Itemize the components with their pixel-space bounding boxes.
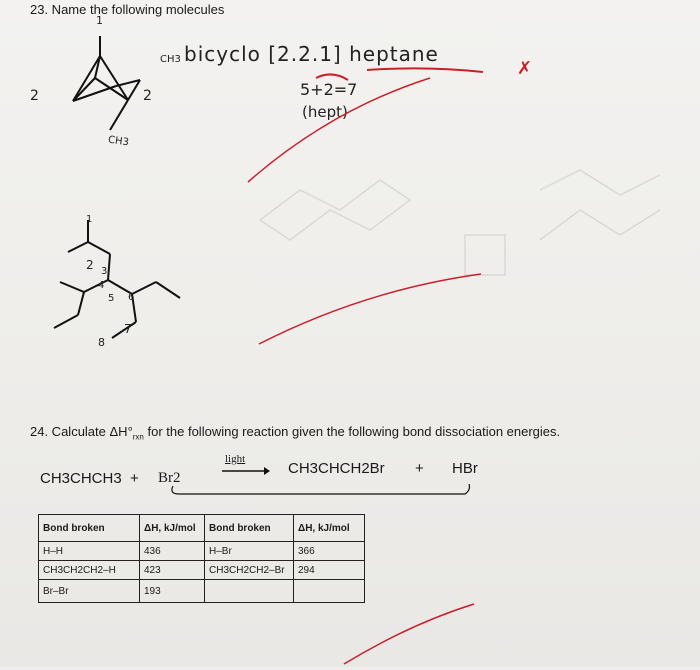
table-cell: Br–Br [39, 580, 140, 603]
question-23-title: 23. Name the following molecules [30, 2, 225, 17]
question-24-title-suffix: for the following reaction given the following bond dissociation energies. [143, 424, 561, 439]
reaction-arrow [220, 465, 272, 477]
plus-sign-2: + [415, 460, 424, 477]
header-bond-broken-2: Bond broken [205, 515, 294, 542]
underline-reaction [165, 484, 495, 504]
header-bond-broken-1: Bond broken [39, 515, 140, 542]
bicyclo-structure [40, 20, 240, 160]
table-cell: CH3CH2CH2–Br [205, 561, 294, 580]
arrow-label-light: light [225, 453, 246, 465]
bond-energy-table [38, 514, 365, 603]
score-mark: ✗ [517, 58, 533, 79]
plus-sign-1: + [130, 470, 139, 487]
table-cell: H–H [39, 542, 140, 561]
header-dh-2: ΔH, kJ/mol [294, 515, 365, 542]
reactant-bromine: Br2 [158, 470, 181, 486]
chain-number-1: 1 [86, 214, 93, 225]
table-row [39, 561, 365, 580]
table-header-row [39, 515, 365, 542]
chain-number-5: 5 [108, 293, 115, 304]
table-cell [205, 580, 294, 603]
table-cell: H–Br [205, 542, 294, 561]
annotation-hept: (hept) [302, 103, 348, 121]
chain-number-2: 2 [86, 258, 94, 272]
number-label-top: 1 [96, 14, 103, 27]
annotation-5-plus-2: 5+2=7 [300, 80, 358, 99]
table-cell: CH3CH2CH2–H [39, 561, 140, 580]
question-24-title [30, 424, 560, 442]
number-label-left: 2 [30, 88, 39, 104]
answer-prefix: CH3 [160, 54, 181, 65]
ch3-label: CH3 [107, 134, 130, 149]
table-cell: 193 [140, 580, 205, 603]
chain-number-3: 3 [101, 266, 108, 277]
table-row [39, 580, 365, 603]
chain-number-6: 6 [128, 292, 135, 303]
rxn-subscript: rxn [132, 432, 144, 442]
branched-alkane-structure [40, 210, 200, 360]
reactant-propane: CH3CHCH3 [40, 470, 122, 487]
question-24-title-prefix: 24. Calculate ΔH° [30, 424, 133, 439]
table-row [39, 542, 365, 561]
number-label-right: 2 [143, 88, 152, 104]
answer-23a: bicyclo [2.2.1] heptane [184, 42, 439, 66]
chain-number-8: 8 [98, 336, 105, 349]
table-cell: 423 [140, 561, 205, 580]
table-cell: 294 [294, 561, 365, 580]
chain-number-7: 7 [124, 322, 132, 336]
table-cell: 436 [140, 542, 205, 561]
product-hbr: HBr [452, 460, 478, 477]
chain-number-4: 4 [98, 280, 105, 291]
product-bromopropane: CH3CHCH2Br [288, 460, 385, 477]
header-dh-1: ΔH, kJ/mol [140, 515, 205, 542]
red-ink-line-3 [340, 600, 480, 670]
red-ink-line-2 [255, 270, 485, 350]
table-cell: 366 [294, 542, 365, 561]
